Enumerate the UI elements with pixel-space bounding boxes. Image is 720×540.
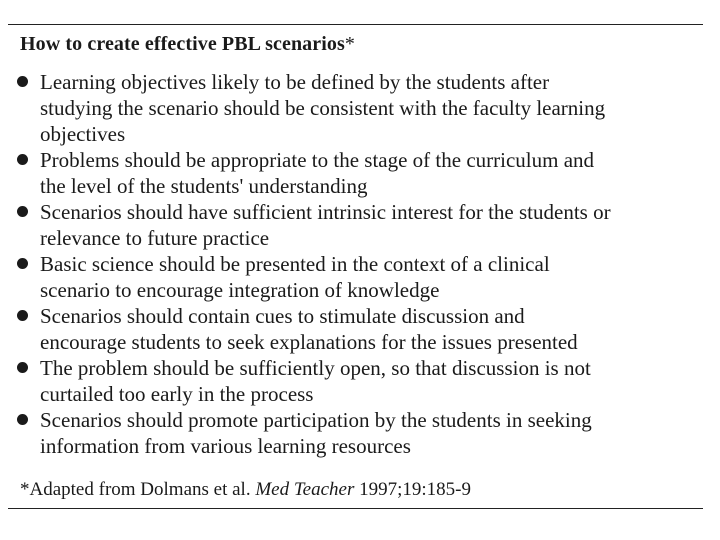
footnote-prefix: *Adapted from Dolmans et al. [20, 479, 251, 500]
box-title [20, 31, 355, 57]
title-text: How to create effective PBL scenarios [20, 33, 345, 55]
bullet-line: Scenarios should have sufficient intrinsic interest for the students or [40, 200, 611, 224]
bullet-dot-icon [17, 362, 28, 373]
bullet-item [14, 147, 704, 199]
bullet-dot-icon [17, 414, 28, 425]
bullet-line: Scenarios should contain cues to stimulate discussion and [40, 304, 525, 328]
footnote-journal: Med Teacher [255, 479, 355, 500]
bullet-line: information from various learning resources [40, 434, 411, 458]
bullet-line: scenario to encourage integration of knowledge [40, 278, 440, 302]
top-rule [8, 24, 703, 25]
bullet-line: Problems should be appropriate to the stage of the curriculum and [40, 148, 595, 172]
bullet-dot-icon [17, 206, 28, 217]
bullet-line: relevance to future practice [40, 226, 270, 250]
bullet-dot-icon [17, 154, 28, 165]
bullet-dot-icon [17, 310, 28, 321]
bullet-line: objectives [40, 122, 126, 146]
bottom-rule [8, 508, 703, 509]
bullet-line: the level of the students' understanding [40, 174, 368, 198]
bullet-line: curtailed too early in the process [40, 382, 314, 406]
bullet-item [14, 355, 704, 407]
bullet-line: Scenarios should promote participation by the students in seeking [40, 408, 592, 432]
bullet-item [14, 303, 704, 355]
footnote-citation: 1997;19:185-9 [359, 479, 472, 500]
bullet-line: studying the scenario should be consistent with the faculty learning [40, 96, 606, 120]
bullet-item [14, 199, 704, 251]
bullet-dot-icon [17, 258, 28, 269]
bullet-line: Learning objectives likely to be defined by the students after [40, 70, 550, 94]
bullet-line: Basic science should be presented in the context of a clinical [40, 252, 550, 276]
bullet-dot-icon [17, 76, 28, 87]
bullet-line: The problem should be sufficiently open, so that discussion is not [40, 356, 591, 380]
bullet-line: encourage students to seek explanations for the issues presented [40, 330, 578, 354]
bullet-list [14, 69, 704, 459]
bullet-item [14, 251, 704, 303]
title-footnote-mark: * [344, 33, 355, 55]
bullet-item [14, 69, 704, 147]
bullet-item [14, 407, 704, 459]
footnote [20, 478, 471, 502]
